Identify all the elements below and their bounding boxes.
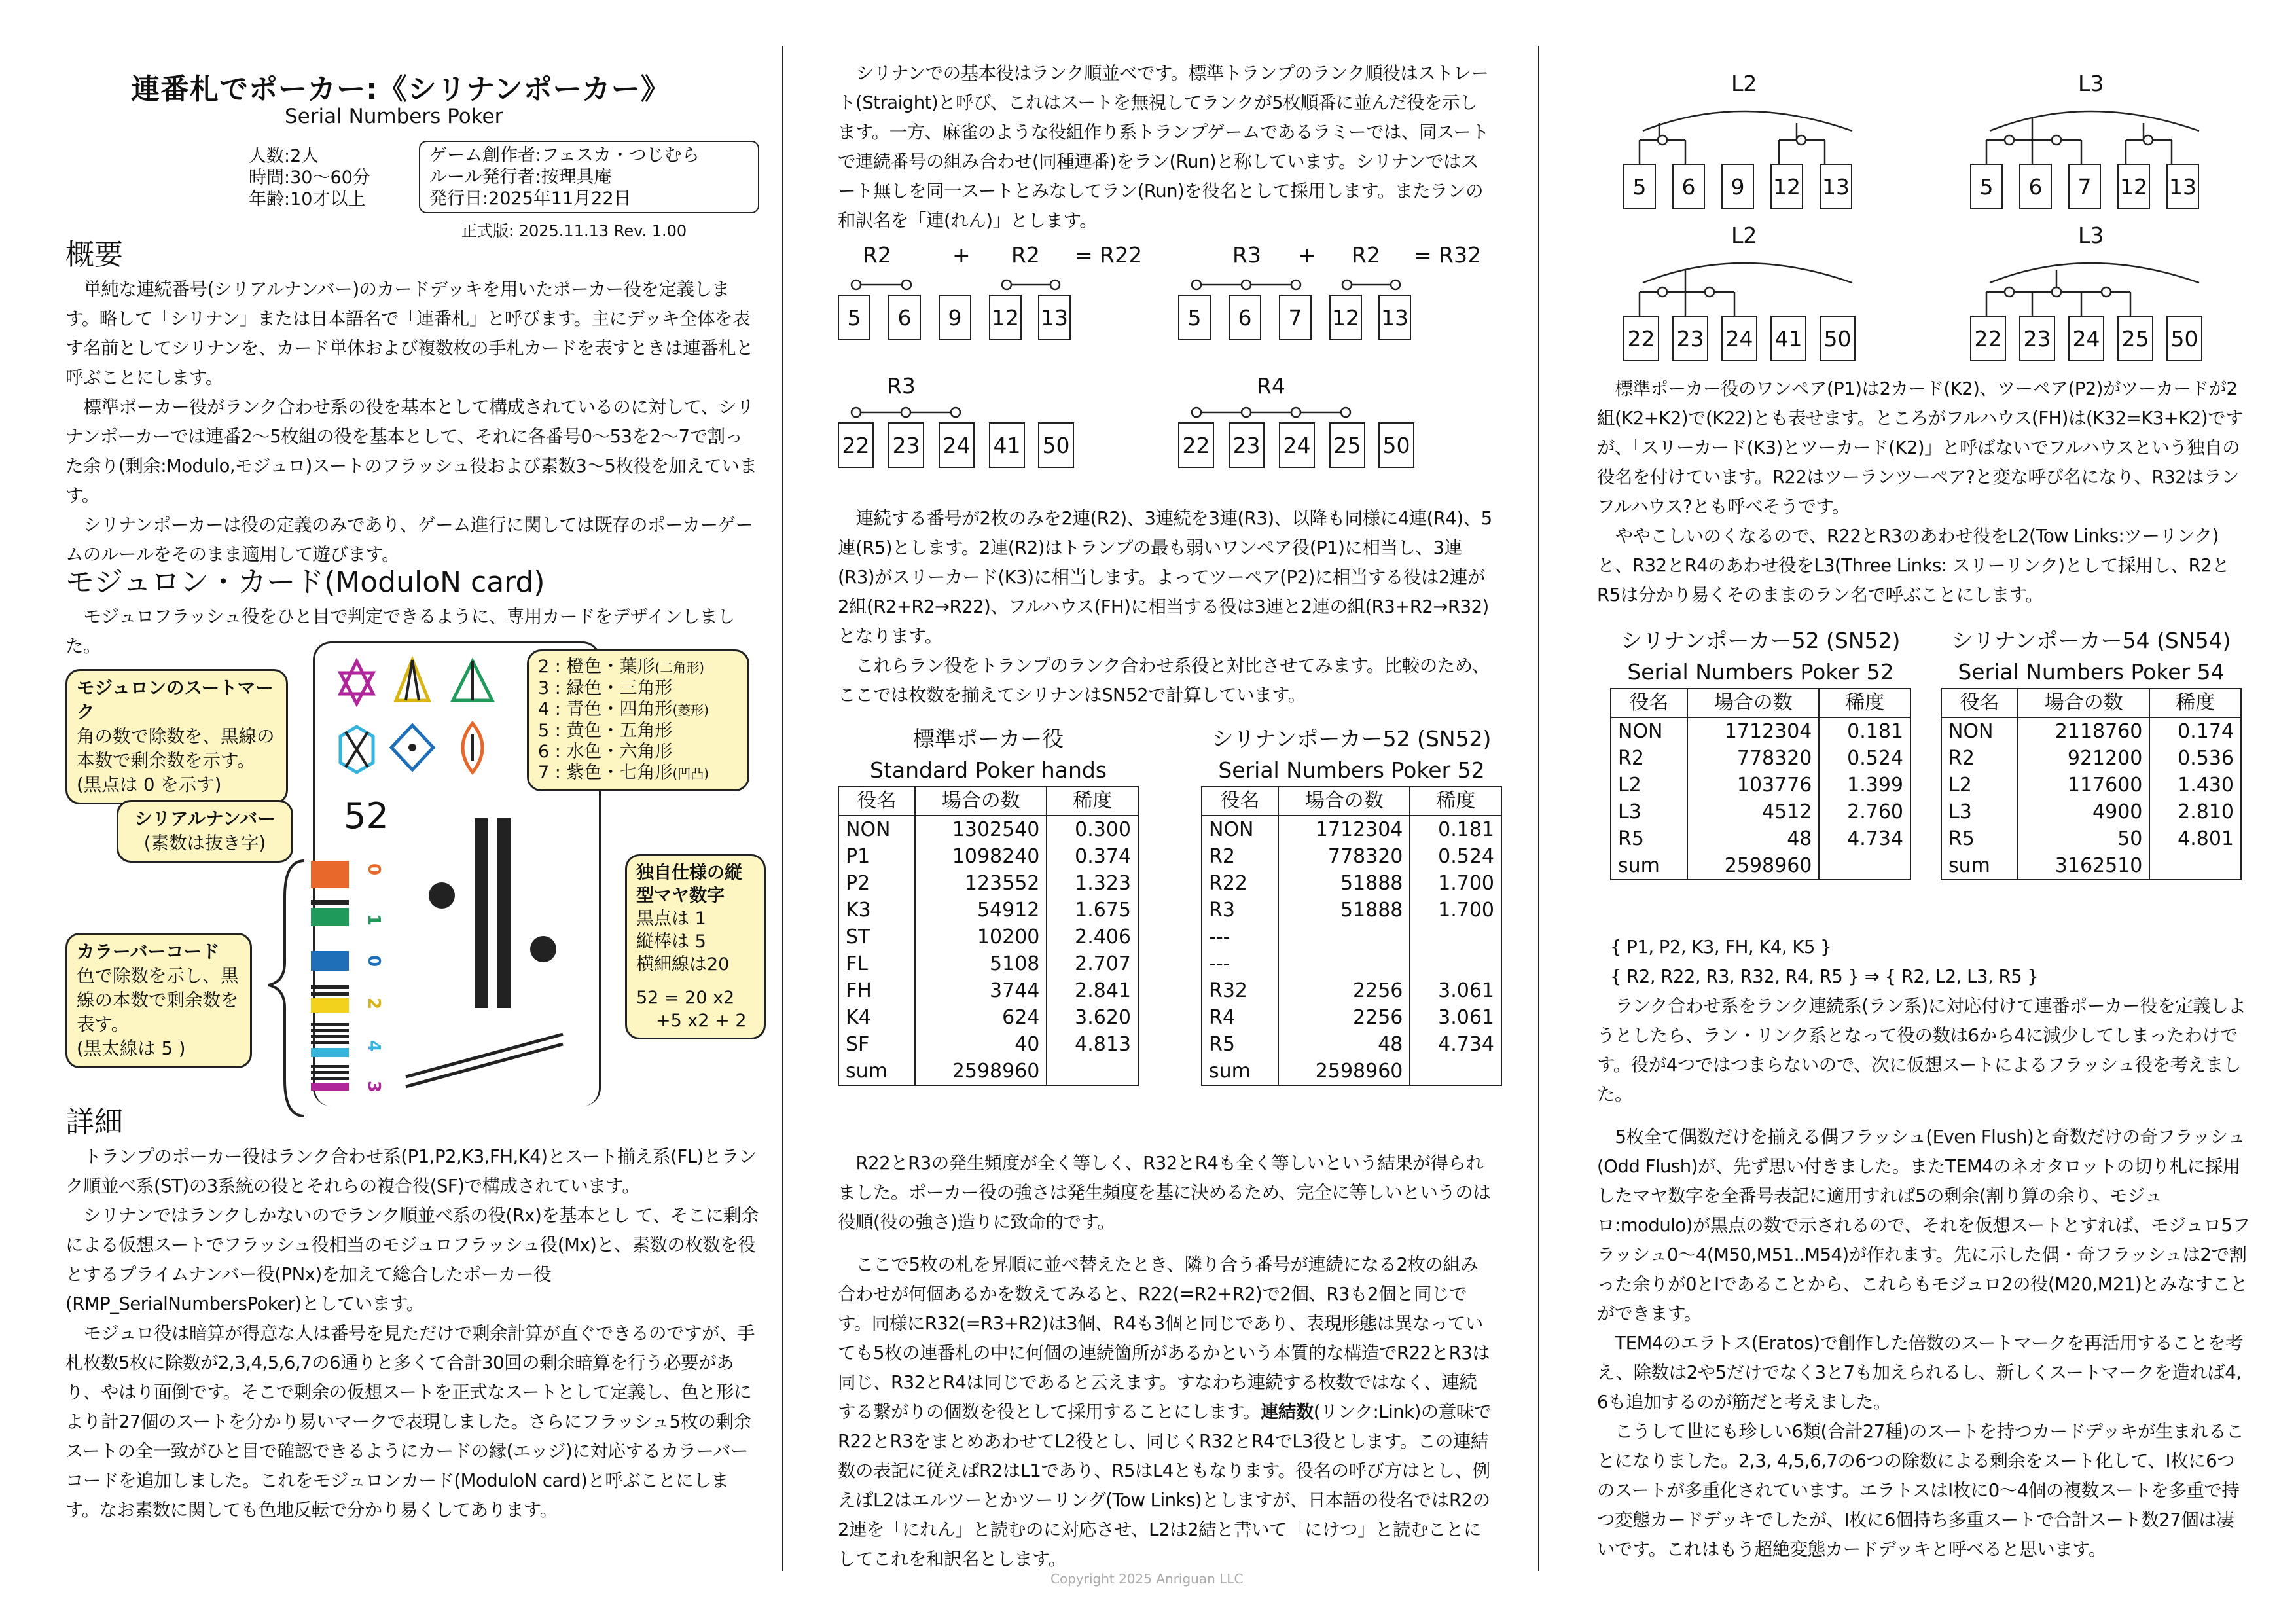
table-cell: K4 — [838, 1004, 915, 1031]
col2-intro — [838, 59, 1492, 236]
table-cell: 54912 — [915, 897, 1047, 924]
table-cell: R2 — [1941, 745, 2018, 772]
meta-info — [249, 145, 370, 210]
col3-p6-text: こうして世にも珍しい6類(合計27種)のスートを持つカードデッキが生まれることになりました。2,3, 4,5,6,7の6つの除数による剰余をスート化して、I枚に6つのスートが多重化されています。エラトスはI枚に0〜4個の複数スートを多重で持つ変態カードデッキでしたが、I枚に6個持ち多重スートで合計スート数27個は凄いです。これはもう超絶変態カードデッキと呼べると思います。 — [1597, 1421, 2244, 1560]
table-cell: 3.061 — [1438, 979, 1494, 1002]
overview-para-1: 単純な連続番号(シリアルナンバー)のカードデッキを用いたポーカー役を定義します。略して「シリナン」または日本語名で「連番札」と呼びます。主にデッキ全体を表す名前としてシリナンを、カード単体および複数枚の手札カードを表すときは連番札と呼ぶことにします。 — [65, 279, 754, 388]
l2b-card: 22 — [1623, 316, 1659, 361]
legend-6: 6 : 水色・六角形 — [538, 742, 673, 762]
version: 正式版: 2025.11.13 Rev. 1.00 — [461, 222, 687, 240]
l3b-card: 24 — [2068, 316, 2104, 361]
suit-callout-body: 角の数で除数を、黒線の本数で剰余数を示す。 — [77, 726, 275, 771]
table-row — [838, 977, 1138, 1004]
overview-para-2: 標準ポーカー役がランク合わせ系の役を基本として構成されているのに対して、シリナンポーカーでは連番2〜5枚組の役を基本として、それに各番号0〜53を2〜7で割った余り(剰余:Modulo,モジュロ)スートのフラッシュ役および素数3〜5枚役を加えています。 — [65, 397, 757, 506]
colorbar-callout — [65, 933, 252, 1068]
legend-4: 4 : 青色・四角形 — [538, 699, 673, 719]
table-row — [838, 870, 1138, 897]
table-cell: 0.174 — [2178, 720, 2234, 743]
d2-card: 13 — [1378, 295, 1411, 340]
legend-4-note: (菱形) — [672, 702, 709, 718]
d4-card: 23 — [1229, 422, 1265, 468]
l3a-card: 12 — [2117, 164, 2150, 209]
col2-para-2 — [838, 504, 1492, 710]
maya-callout — [625, 854, 766, 1039]
table-cell: 778320 — [1687, 745, 1819, 772]
legend-2: 2 : 橙色・葉形 — [538, 657, 655, 677]
col2-p4-text: R22とR3の発生頻度が全く等しく、R32とR4も全く等しいという結果が得られました。ポーカー役の強さは発生頻度を基に決めるため、完全に等しいというのは役順(役の強さ)造りに致命的です。 — [838, 1153, 1491, 1233]
detail-para-2: シリナンではランクしかないのでランク順並べ系の役(Rx)を基本とし て、そこに剰余による仮想スートでフラッシュ役相当のモジュロフラッシュ役(Mx)と、素数の枚数を役とするプライムナンバー役(PNx)を加えて総合したポーカー役(RMP_SerialNumbersPoker)としています。 — [65, 1205, 759, 1314]
table-cell: 1712304 — [1278, 816, 1410, 843]
table-cell: 2256 — [1278, 1004, 1410, 1031]
l2b-card: 24 — [1721, 316, 1757, 361]
table-cell: SF — [838, 1031, 915, 1058]
table-cell: P2 — [838, 870, 915, 897]
modulon-intro: モジュロフラッシュ役をひと目で判定できるように、専用カードをデザインしました。 — [65, 606, 735, 657]
d4-card: 25 — [1329, 422, 1365, 468]
l3a-card: 7 — [2068, 164, 2101, 209]
table-cell: L3 — [1611, 799, 1687, 825]
d4-card: 22 — [1178, 422, 1214, 468]
table-cell: 51888 — [1278, 870, 1410, 897]
table-cell: P1 — [838, 843, 915, 870]
table-cell: 1098240 — [915, 843, 1047, 870]
table-cell: R5 — [1941, 825, 2018, 852]
l2a-label: L2 — [1731, 71, 1757, 96]
legend-5: 5 : 黄色・五角形 — [538, 721, 673, 741]
table-row — [1202, 1058, 1501, 1085]
d2-r3: R3 — [1232, 242, 1261, 268]
d3-r3: R3 — [887, 373, 916, 399]
table-cell: 2.810 — [2178, 801, 2234, 823]
purple-heptagon-icon — [340, 661, 373, 704]
table-row — [1941, 825, 2241, 852]
table-cell: 1712304 — [1687, 717, 1819, 745]
play-time: 時間:30〜60分 — [249, 168, 370, 188]
table-cell: 117600 — [2018, 772, 2149, 799]
table-cell: 1.323 — [1075, 872, 1131, 895]
table-row — [1611, 717, 1910, 745]
table-cell: 2.841 — [1075, 979, 1131, 1002]
table-header-cell: 場合の数 — [915, 787, 1047, 816]
table-cell: 1.700 — [1438, 899, 1494, 922]
overview-para-3: シリナンポーカーは役の定義のみであり、ゲーム進行に関しては既存のポーカーゲームのルールをそのまま適用して遊びます。 — [65, 514, 753, 565]
l2a-card: 9 — [1721, 164, 1754, 209]
column-divider-1 — [782, 46, 783, 1571]
table-header-cell: 稀度 — [1047, 787, 1138, 816]
set-notation-2: { R2, R22, R3, R32, R4, R5 } ⇒ { R2, L2, L3, R5 } — [1610, 966, 2039, 987]
table-sn54-title: シリナンポーカー54 (SN54) — [1951, 628, 2231, 653]
d4-card: 24 — [1279, 422, 1315, 468]
d1-card: 9 — [939, 295, 971, 340]
col2-intro-text: シリナンでの基本役はランク順並べです。標準トランプのランク順役はストレート(Straight)と呼び、これはスートを無視してランクが5枚順番に並んだ役を示します。一方、麻雀のような役組作り系トランプゲームであるラミーでは、同スートで連続番号の組み合わせ(同種連番)をラン(Run)と称しています。シリナンではスート無しを同一スートとみなしてラン(Run)を役名として採用します。またランの和訳名を「連(れん)」とします。 — [838, 63, 1489, 231]
table-row — [1611, 825, 1910, 852]
table-cell: 624 — [915, 1004, 1047, 1031]
l2b-label: L2 — [1731, 223, 1757, 248]
table-cell — [2149, 852, 2241, 880]
table-row — [838, 843, 1138, 870]
table-cell — [1410, 1058, 1501, 1085]
maya-numerals — [406, 812, 596, 1100]
l2b-card: 41 — [1770, 316, 1806, 361]
table-cell: K3 — [838, 897, 915, 924]
col3-para-1 — [1597, 374, 2251, 610]
table-cell: 3.620 — [1075, 1006, 1131, 1029]
table-cell — [1278, 924, 1410, 950]
table-cell: 0.536 — [2178, 747, 2234, 770]
table-sn52b-subtitle: Serial Numbers Poker 52 — [1627, 659, 1894, 685]
col3-para-2 — [1597, 933, 2251, 1564]
l3b-card: 50 — [2166, 316, 2202, 361]
table-cell: 3162510 — [2018, 852, 2149, 880]
table-cell: L2 — [1611, 772, 1687, 799]
table-row — [1611, 852, 1910, 880]
d2-card: 6 — [1229, 295, 1261, 340]
l2a-card: 6 — [1672, 164, 1705, 209]
table-row — [1941, 772, 2241, 799]
table-header-cell: 役名 — [1202, 787, 1278, 816]
table-cell: 51888 — [1278, 897, 1410, 924]
table-cell: sum — [1611, 852, 1687, 880]
l3b-label: L3 — [2078, 223, 2104, 248]
table-cell: 4900 — [2018, 799, 2149, 825]
col3-p5-text: TEM4のエラトス(Eratos)で創作した倍数のスートマークを再活用することを考え、除数は2や5だけでなく3と7も加えられるし、新しくスートマークを造れば4, 6も追加するのが筋だと考えました。 — [1597, 1333, 2244, 1413]
colorbar-callout-body: 色で除数を示し、黒線の本数で剰余数を表す。 — [77, 965, 239, 1035]
d2-card: 7 — [1279, 295, 1312, 340]
publish-date: 発行日:2025年11月22日 — [429, 189, 632, 209]
table-cell: sum — [1202, 1058, 1278, 1085]
d3-card: 50 — [1038, 422, 1074, 468]
table-header-cell: 場合の数 — [2018, 689, 2149, 717]
l3a-card: 6 — [2019, 164, 2052, 209]
run-diagrams — [838, 236, 1505, 458]
d3-card: 24 — [939, 422, 975, 468]
d3-card: 41 — [989, 422, 1025, 468]
table-cell — [1278, 950, 1410, 977]
detail-para-1: トランプのポーカー役はランク合わせ系(P1,P2,K3,FH,K4)とスート揃え系(FL)とランク順並べ系(ST)の3系統の役とそれらの複合役(SF)で構成されています。 — [65, 1146, 757, 1197]
designer: ゲーム創作者:フェスカ・つじむら — [429, 145, 700, 166]
copyright: Copyright 2025 Anriguan LLC — [1050, 1571, 1244, 1587]
l3a-card: 5 — [1970, 164, 2003, 209]
table-cell: R5 — [1202, 1031, 1278, 1058]
d1-r2b: R2 — [1011, 242, 1040, 268]
table-row — [1202, 977, 1501, 1004]
table-cell: sum — [1941, 852, 2018, 880]
table-std-title: 標準ポーカー役 — [912, 726, 1064, 751]
table-row — [838, 1004, 1138, 1031]
table-cell: R2 — [1611, 745, 1687, 772]
table-cell: 2.760 — [1847, 801, 1903, 823]
table-sn52b-title: シリナンポーカー52 (SN52) — [1621, 628, 1901, 653]
table-row — [838, 924, 1138, 950]
l3b-card: 23 — [2019, 316, 2055, 361]
legend-2-note: (二角形) — [655, 660, 705, 676]
table-sn54 — [1941, 625, 2242, 880]
table-cell: 2598960 — [1278, 1058, 1410, 1085]
detail-para-3: モジュロ役は暗算が得意な人は番号を見ただけで剰余計算が直ぐできるのですが、手札枚数5枚に除数が2,3,4,5,6,7の6通りと多くて合計30回の剰余暗算を行う必要があり、やはり面倒です。そこで剰余の仮想スートを正式なスートとして定義し、色と形により計27個のスートを分かり易いマークで表現しました。さらにフラッシュ5枚の剰余スートの全一致がひと目で確認できるようにカードの縁(エッジ)に対応するカラーバーコードを追加しました。これをモジュロンカード(ModuloN card)と呼ぶことにします。なお素数に関しても色地反転で分かり易くしてあります。 — [65, 1323, 755, 1521]
column-divider-2 — [1538, 46, 1539, 1571]
table-cell: R2 — [1202, 843, 1278, 870]
table-header-cell: 場合の数 — [1278, 787, 1410, 816]
table-header-cell: 場合の数 — [1687, 689, 1819, 717]
age: 年齢:10才以上 — [249, 189, 366, 209]
col3-p4-text: 5枚全て偶数だけを揃える偶フラッシュ(Even Flush)と奇数だけの奇フラッシュ(Odd Flush)が、先ず思い付きました。またTEM4のネオタロットの切り札に採用したマヤ数字を全番号表記に適用すれば5の剰余(割り算の余り、モジュロ:modulo)が黒点の数で示されるので、それを仮想スートとすれば、モジュロ5フラッシュ0〜4(M50,M51..M54)が作れます。先に示した偶・奇フラッシュは2で割った余りが0とIであることから、これらもモジュロ2の役(M20,M21)とみなすことができます。 — [1597, 1127, 2250, 1324]
table-row — [838, 1031, 1138, 1058]
table-sn52b-grid — [1610, 688, 1911, 880]
table-row — [1611, 772, 1910, 799]
table-cell: R5 — [1611, 825, 1687, 852]
d3-card: 22 — [838, 422, 874, 468]
legend-7: 7 : 紫色・七角形 — [538, 763, 673, 783]
serial-callout-note: (素数は抜き字) — [143, 833, 266, 854]
table-std-subtitle: Standard Poker hands — [869, 757, 1107, 783]
table-row — [838, 1058, 1138, 1085]
publisher: ルール発行者:按理具庵 — [429, 167, 612, 187]
d1-card: 12 — [989, 295, 1022, 340]
table-cell: NON — [1202, 816, 1278, 843]
table-cell: 50 — [2018, 825, 2149, 852]
table-cell: 4.734 — [1847, 827, 1903, 850]
l3b-card: 22 — [1970, 316, 2006, 361]
colorbar-brace — [265, 857, 317, 1119]
d1-card: 13 — [1038, 295, 1071, 340]
table-cell: L3 — [1941, 799, 2018, 825]
d1-card: 6 — [888, 295, 921, 340]
card-serial-number: 52 — [344, 795, 389, 837]
serial-callout-title: シリアルナンバー — [134, 808, 276, 829]
table-cell: 2.406 — [1075, 926, 1131, 948]
table-row — [838, 816, 1138, 843]
table-cell: NON — [1611, 717, 1687, 745]
table-row — [1941, 852, 2241, 880]
table-header-cell: 稀度 — [1410, 787, 1501, 816]
bar-digit-5: 3 — [364, 1080, 384, 1093]
table-cell: 3.061 — [1438, 1006, 1494, 1029]
col2-para-4 — [838, 1149, 1492, 1574]
table-cell: 123552 — [915, 870, 1047, 897]
table-cell: 1.700 — [1438, 872, 1494, 895]
l2a-card: 12 — [1770, 164, 1803, 209]
table-standard — [838, 723, 1139, 1086]
l2a-card: 13 — [1820, 164, 1852, 209]
l2b-card: 50 — [1820, 316, 1856, 361]
table-cell: R32 — [1202, 977, 1278, 1004]
table-cell: 0.374 — [1075, 845, 1131, 868]
suit-callout-note: (黒点は 0 を示す) — [77, 774, 222, 795]
table-row — [838, 950, 1138, 977]
section-overview — [65, 236, 759, 569]
table-sn54-subtitle: Serial Numbers Poker 54 — [1958, 659, 2225, 685]
page-title: 連番札でポーカー:《シリナンポーカー》 — [131, 73, 670, 106]
col2-p5-bold: 連結数 — [1260, 1401, 1314, 1422]
table-cell: 103776 — [1687, 772, 1819, 799]
maya-eq-2: +5 x2 + 2 — [656, 1011, 747, 1031]
suit-callout-title: モジュロンのスートマーク — [77, 677, 274, 723]
table-cell: NON — [838, 816, 915, 843]
table-row — [1611, 745, 1910, 772]
d2-plus: + — [1298, 242, 1316, 268]
d3-card: 23 — [888, 422, 924, 468]
table-cell: R22 — [1202, 870, 1278, 897]
l2b-card: 23 — [1672, 316, 1708, 361]
table-cell: 1.430 — [2178, 774, 2234, 797]
players: 人数:2人 — [249, 146, 319, 166]
d1-plus: + — [952, 242, 971, 268]
table-cell: 2.707 — [1075, 952, 1131, 975]
table-sn54-grid — [1941, 688, 2242, 880]
table-cell — [1410, 924, 1501, 950]
table-row — [1611, 799, 1910, 825]
table-row — [1202, 1004, 1501, 1031]
col2-p5b: (リンク:Link)の意味でR22とR3をまとめあわせてL2役とし、同じくR32とR4でL3役とします。この連結数の表記に従えばR2はL1であり、R5はL4ともなります。役名の呼び方はとし、例えばL2はエルツーとかツーリング(Tow Links)としますが、日本語の役名ではR2の2連を「にれん」と読むのに対応させ、L2は2結と書いて「にけつ」と読むことにしてこれを和訳名とします。 — [838, 1401, 1492, 1570]
table-cell: 0.524 — [1438, 845, 1494, 868]
d2-card: 12 — [1329, 295, 1362, 340]
bar-digit-2: 0 — [364, 954, 384, 967]
table-cell: --- — [1202, 924, 1278, 950]
table-cell: 10200 — [915, 924, 1047, 950]
section-detail — [65, 1103, 759, 1525]
col2-p5a: ここで5枚の札を昇順に並べ替えたとき、隣り合う番号が連続になる2枚の組み合わせが何個あるかを数えてみると、R22(=R2+R2)で2個、R3も2個と同じです。同様にR32(=R3+R2)は3個、R4も3個と同じであり、表現形態は異なっていても5枚の連番札の中に何個の連続箇所があるかという本質的な構造でR22とR3は同じ、R32とR4は同じであると云えます。すなわち連続する枚数ではなく、連続する繋がりの個数を役として採用することにします。 — [838, 1254, 1490, 1422]
maya-title: 独自仕様の縦型マヤ数字 — [636, 863, 742, 906]
table-cell: 778320 — [1278, 843, 1410, 870]
table-header-cell: 稀度 — [1819, 689, 1910, 717]
bar-digit-4: 4 — [364, 1039, 384, 1053]
table-cell: 2598960 — [915, 1058, 1047, 1085]
table-cell: 2598960 — [1687, 852, 1819, 880]
table-row — [1202, 843, 1501, 870]
table-cell: 0.181 — [1847, 720, 1903, 743]
table-cell: 3744 — [915, 977, 1047, 1004]
table-cell: ST — [838, 924, 915, 950]
table-row — [838, 897, 1138, 924]
table-cell: 1.675 — [1075, 899, 1131, 922]
table-cell: sum — [838, 1058, 915, 1085]
table-cell: R4 — [1202, 1004, 1278, 1031]
table-sn52-a — [1201, 723, 1502, 1086]
d1-result: = R22 — [1075, 242, 1143, 268]
d4-card: 50 — [1378, 422, 1414, 468]
legend-7-note: (凹凸) — [672, 766, 709, 782]
table-sn52a-grid — [1201, 786, 1502, 1086]
col2-p2-text: 連続する番号が2枚のみを2連(R2)、3連続を3連(R3)、以降も同様に4連(R4)、5連(R5)とします。2連(R2)はトランプの最も弱いワンペア役(P1)に相当し、3連(R3)がスリーカード(K3)に相当します。よってツーペア(P2)に相当する役は2連が2組(R2+R2→R22)、フルハウス(FH)に相当する役は3連と2連の組(R3+R2→R32)となります。 — [838, 508, 1492, 647]
table-row — [1202, 870, 1501, 897]
table-cell: 4512 — [1687, 799, 1819, 825]
table-cell — [1410, 950, 1501, 977]
table-row — [1202, 1031, 1501, 1058]
link-diagrams — [1623, 59, 2278, 367]
d2-r2: R2 — [1352, 242, 1380, 268]
d1-r2a: R2 — [863, 242, 891, 268]
table-row — [1202, 816, 1501, 843]
l2a-card: 5 — [1623, 164, 1656, 209]
table-cell: R3 — [1202, 897, 1278, 924]
table-cell: --- — [1202, 950, 1278, 977]
table-cell: FH — [838, 977, 915, 1004]
maya-line-3: 横細線は20 — [636, 954, 730, 975]
table-cell: 4.801 — [2178, 827, 2234, 850]
colorbar-callout-title: カラーバーコード — [77, 941, 220, 962]
table-cell: 921200 — [2018, 745, 2149, 772]
colorbar-callout-note: (黒太線は 5 ) — [77, 1038, 186, 1059]
table-row — [1202, 897, 1501, 924]
table-sn52a-title: シリナンポーカー52 (SN52) — [1211, 726, 1492, 751]
table-cell: 2256 — [1278, 977, 1410, 1004]
table-row — [1941, 717, 2241, 745]
table-cell: 5108 — [915, 950, 1047, 977]
table-header-cell: 役名 — [838, 787, 915, 816]
table-row — [1202, 924, 1501, 950]
maya-line-1: 黒点は 1 — [636, 909, 706, 929]
table-cell: 0.524 — [1847, 747, 1903, 770]
table-cell: 4.813 — [1075, 1033, 1131, 1056]
table-sn52-b — [1610, 625, 1911, 880]
table-cell: 0.300 — [1075, 818, 1131, 841]
serial-callout — [117, 800, 293, 863]
set-notation-1: { P1, P2, K3, FH, K4, K5 } — [1610, 937, 1832, 958]
suit-marks — [327, 655, 524, 805]
col3-p3-text: ランク合わせ系をランク連続系(ラン系)に対応付けて連番ポーカー役を定義しようとしたら、ラン・リンク系となって役の数は6から4に減少してしまったわけです。役が4つではつまらないので、次に仮想スートによるフラッシュ役を考えました。 — [1597, 996, 2246, 1105]
detail-heading: 詳細 — [65, 1106, 123, 1139]
table-header-cell: 役名 — [1941, 689, 2018, 717]
table-cell: 1302540 — [915, 816, 1047, 843]
col2-p3-text: これらラン役をトランプのランク合わせ系役と対比させてみます。比較のため、ここでは枚数を揃えてシリナンはSN52で計算しています。 — [838, 655, 1490, 706]
table-cell: L2 — [1941, 772, 2018, 799]
d4-r4: R4 — [1257, 373, 1285, 399]
table-cell — [1047, 1058, 1138, 1085]
bar-digit-1: 1 — [364, 913, 384, 926]
d1-card: 5 — [838, 295, 870, 340]
table-cell: 48 — [1278, 1031, 1410, 1058]
table-header-cell: 役名 — [1611, 689, 1687, 717]
suit-legend-callout — [527, 649, 749, 791]
table-row — [1941, 799, 2241, 825]
table-cell — [1819, 852, 1910, 880]
table-cell: 2118760 — [2018, 717, 2149, 745]
table-cell: 4.734 — [1438, 1033, 1494, 1056]
credits-box — [419, 141, 759, 213]
maya-eq-1: 52 = 20 x2 — [636, 988, 735, 1008]
table-header-cell: 稀度 — [2149, 689, 2241, 717]
table-cell: 1.399 — [1847, 774, 1903, 797]
l3a-card: 13 — [2166, 164, 2199, 209]
overview-heading: 概要 — [65, 238, 123, 272]
l3a-label: L3 — [2078, 71, 2104, 96]
table-cell: FL — [838, 950, 915, 977]
table-std-grid — [838, 786, 1139, 1086]
l3b-card: 25 — [2117, 316, 2153, 361]
legend-3: 3 : 緑色・三角形 — [538, 678, 673, 698]
d2-card: 5 — [1178, 295, 1211, 340]
table-cell: 48 — [1687, 825, 1819, 852]
modulon-heading: モジュロン・カード(ModuloN card) — [65, 566, 545, 599]
table-row — [1202, 950, 1501, 977]
table-row — [1941, 745, 2241, 772]
maya-line-2: 縦棒は 5 — [636, 931, 706, 952]
table-cell: 40 — [915, 1031, 1047, 1058]
page-subtitle: Serial Numbers Poker — [285, 105, 503, 128]
col2-p5-text — [838, 1250, 1492, 1574]
bar-digit-3: 2 — [364, 997, 384, 1010]
d2-result: = R32 — [1414, 242, 1482, 268]
table-cell: NON — [1941, 717, 2018, 745]
bar-digit-0: 0 — [364, 863, 384, 876]
table-sn52a-subtitle: Serial Numbers Poker 52 — [1218, 757, 1485, 783]
col3-p1-text: 標準ポーカー役のワンペア(P1)は2カード(K2)、ツーペア(P2)がツーカードが2組(K2+K2)で(K22)とも表せます。ところがフルハウス(FH)は(K32=K3+K2)ですが、「スリーカード(K3)とツーカード(K2)」と呼ばないでフルハウスという独自の役名を付けています。R22はツーランツーペア?と変な呼び名になり、R32はランフルハウス?とも呼べそうです。 — [1597, 378, 2244, 517]
col3-p2-text: ややこしいのくなるので、R22とR3のあわせ役をL2(Tow Links:ツーリンク)と、R32とR4のあわせ役をL3(Three Links: スリーリンク)として採用し、R2とR5は分かり易くそのままのラン名で呼ぶことにします。 — [1597, 526, 2230, 605]
suit-mark-callout — [65, 669, 288, 804]
table-cell: 0.181 — [1438, 818, 1494, 841]
